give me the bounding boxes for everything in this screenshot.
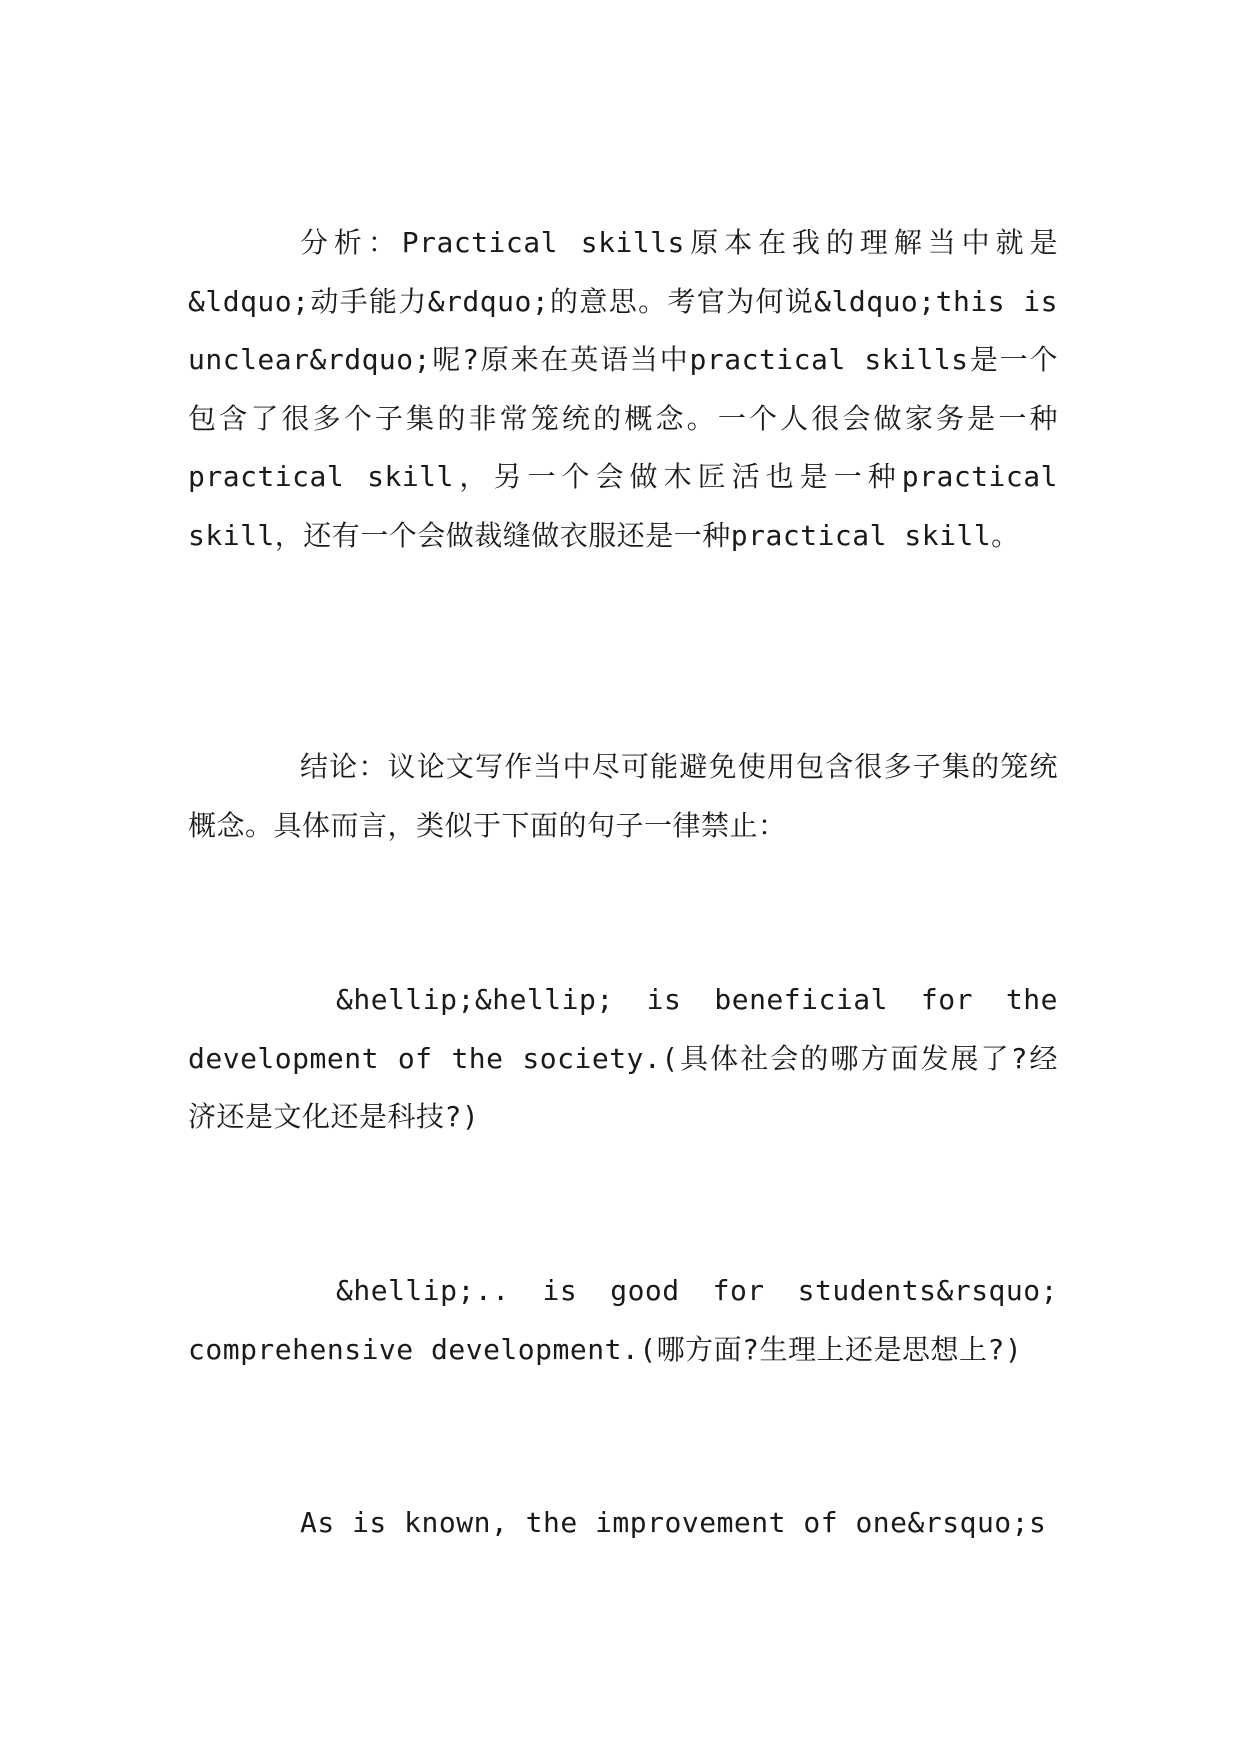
analysis-paragraph: 分析：Practical skills原本在我的理解当中就是&ldquo;动手能力&rdquo;的意思。考官为何说&ldquo;this is unclear&rdquo;呢?原来在英语当中practical skills是一个包含了很多个子集的非常笼统的概念。一个人很会做家务是一种practical skill，另一个会做木匠活也是一种practical skill，还有一个会做裁缝做衣服还是一种practical skill。 [188,226,1058,552]
example-sentence-improvement: As is known, the improvement of one&rsquo;s [300,1506,1047,1539]
conclusion-paragraph: 结论：议论文写作当中尽可能避免使用包含很多子集的笼统概念。具体而言，类似于下面的句子一律禁止： [188,750,1058,842]
example-sentence-society: &hellip;&hellip; is beneficial for the development of the society.(具体社会的哪方面发展了?经济还是文化还是科技?) [188,983,1058,1133]
example-sentence-students: &hellip;.. is good for students&rsquo; comprehensive development.(哪方面?生理上还是思想上?) [188,1274,1058,1366]
